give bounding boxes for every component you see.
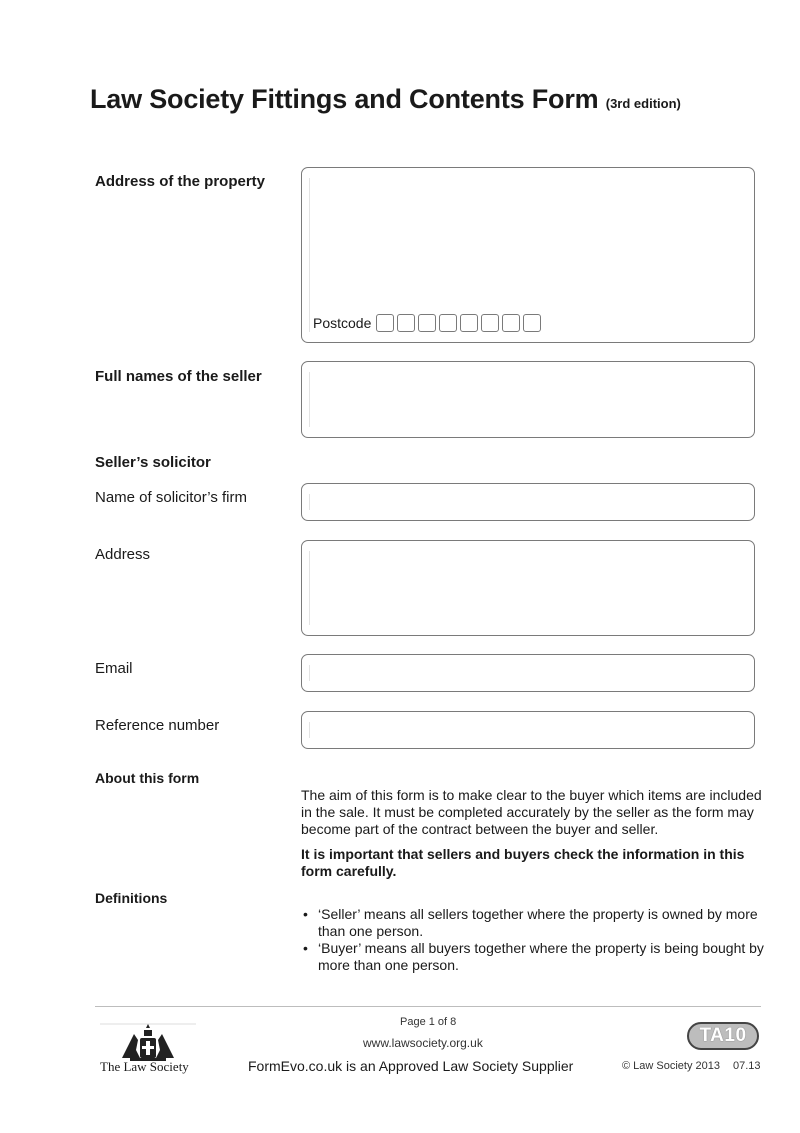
page-number: Page 1 of 8	[400, 1016, 457, 1028]
definition-buyer: • ‘Buyer’ means all buyers together where the property is being bought by more than one person.	[301, 940, 781, 974]
important-notice: It is important that sellers and buyers check the information in this form carefully.	[301, 846, 745, 879]
solicitor-email-field[interactable]	[301, 654, 755, 692]
form-version-code: 07.13	[733, 1060, 761, 1072]
postcode-box-1[interactable]	[376, 314, 394, 332]
form-code-label: TA10	[699, 1025, 747, 1046]
definitions-heading: Definitions	[95, 890, 168, 906]
postcode-group	[313, 314, 544, 332]
solicitor-heading: Seller’s solicitor	[95, 454, 211, 471]
solicitor-email-label: Email	[95, 660, 133, 677]
footer-divider	[95, 1006, 761, 1007]
property-address-field[interactable]	[301, 167, 755, 343]
form-edition: (3rd edition)	[605, 96, 681, 111]
supplier-note: FormEvo.co.uk is an Approved Law Society Supplier	[248, 1058, 574, 1074]
postcode-box-3[interactable]	[418, 314, 436, 332]
solicitor-firm-label: Name of solicitor’s firm	[95, 489, 247, 506]
postcode-box-6[interactable]	[481, 314, 499, 332]
solicitor-address-field[interactable]	[301, 540, 755, 636]
postcode-box-7[interactable]	[502, 314, 520, 332]
postcode-box-4[interactable]	[439, 314, 457, 332]
about-paragraph: The aim of this form is to make clear to the buyer which items are included in the sale. It must be completed accurately by the seller as the form may become part of the contract between the buyer and seller.	[301, 787, 762, 837]
postcode-box-5[interactable]	[460, 314, 478, 332]
seller-names-label: Full names of the seller	[95, 368, 262, 385]
reference-number-label: Reference number	[95, 717, 220, 734]
definitions-list	[301, 906, 781, 974]
definition-seller: • ‘Seller’ means all sellers together where the property is owned by more than one person.	[301, 906, 781, 940]
postcode-box-2[interactable]	[397, 314, 415, 332]
copyright-notice: © Law Society 2013	[622, 1060, 720, 1072]
about-heading: About this form	[95, 770, 200, 786]
page-title	[90, 84, 681, 115]
form-code-badge	[687, 1022, 759, 1050]
law-society-logo-text: The Law Society	[100, 1059, 189, 1074]
form-title: Law Society Fittings and Contents Form	[90, 84, 599, 114]
postcode-label: Postcode	[313, 315, 372, 331]
reference-number-field[interactable]	[301, 711, 755, 749]
solicitor-address-label: Address	[95, 546, 151, 563]
seller-names-field[interactable]	[301, 361, 755, 438]
solicitor-firm-field[interactable]	[301, 483, 755, 521]
website-link[interactable]: www.lawsociety.org.uk	[363, 1036, 483, 1050]
postcode-box-8[interactable]	[523, 314, 541, 332]
property-address-label: Address of the property	[95, 173, 266, 190]
